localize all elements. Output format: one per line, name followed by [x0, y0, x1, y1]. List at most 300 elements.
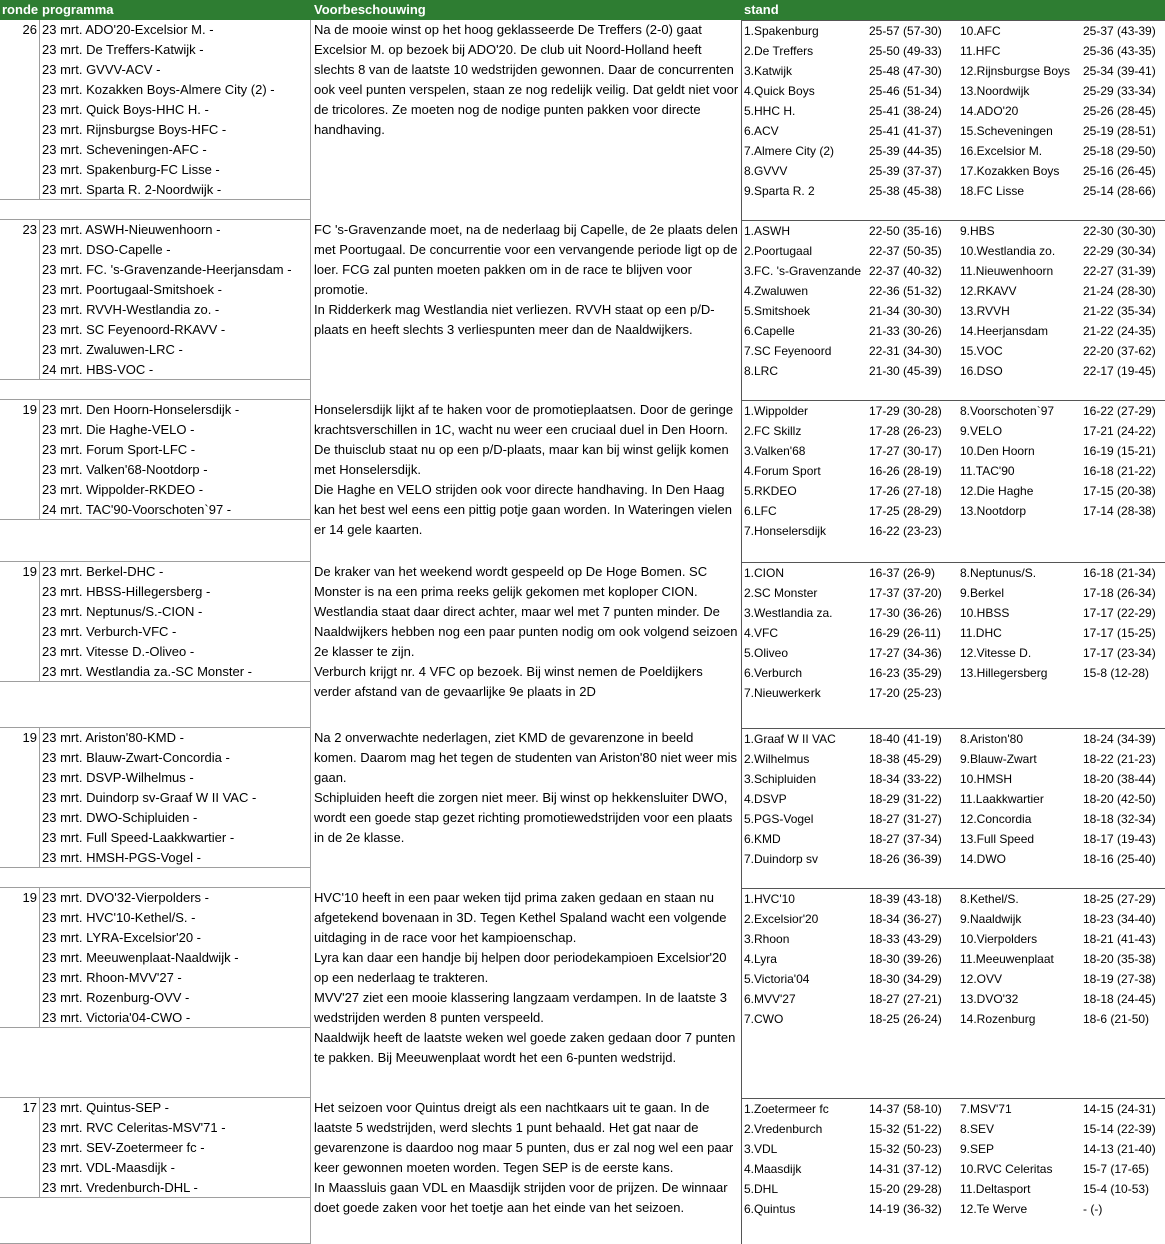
team-score: 18-34 (33-22) [869, 772, 942, 786]
team-name: 10.HBSS [960, 606, 1010, 620]
team-name: 9.Naaldwijk [960, 912, 1022, 926]
stand-row [742, 341, 1165, 361]
stand-table [741, 728, 1165, 888]
team-score: 17-15 (20-38) [1083, 484, 1156, 498]
header-ronde: ronde [2, 2, 39, 17]
match-item: 23 mrt. Zwaluwen-LRC - [42, 342, 183, 357]
team-score: 18-30 (39-26) [869, 952, 942, 966]
stand-row [742, 141, 1165, 161]
team-name: 7.Nieuwerkerk [744, 686, 821, 700]
team-score: 18-20 (35-38) [1083, 952, 1156, 966]
team-name: 13.RVVH [960, 304, 1010, 318]
match-item: 23 mrt. Den Hoorn-Honselersdijk - [42, 402, 240, 417]
match-item: 23 mrt. Verburch-VFC - [42, 624, 177, 639]
team-score: 25-41 (41-37) [869, 124, 942, 138]
team-score: 16-26 (28-19) [869, 464, 942, 478]
voorbeschouwing-text [311, 1098, 741, 1244]
team-name: 2.Excelsior'20 [744, 912, 819, 926]
programma-list [40, 400, 311, 520]
team-score: 14-13 (21-40) [1083, 1142, 1156, 1156]
team-name: 9.Berkel [960, 586, 1005, 600]
stand-row [742, 461, 1165, 481]
team-score: 16-37 (26-9) [869, 566, 936, 580]
stand-row [742, 683, 1165, 703]
team-score: 15-20 (29-28) [869, 1182, 942, 1196]
team-score: 15-32 (51-22) [869, 1122, 942, 1136]
match-item: 23 mrt. DSVP-Wilhelmus - [42, 770, 194, 785]
team-score: 17-17 (23-34) [1083, 646, 1156, 660]
team-score: 18-39 (43-18) [869, 892, 942, 906]
stand-row [742, 401, 1165, 421]
match-item: 24 mrt. TAC'90-Voorschoten`97 - [42, 502, 232, 517]
round-block [0, 1098, 1165, 1244]
spacer-cell [0, 200, 311, 220]
team-name: 3.VDL [744, 1142, 778, 1156]
stand-row [742, 729, 1165, 749]
stand-row [742, 969, 1165, 989]
team-name: 3.Katwijk [744, 64, 793, 78]
team-score: 16-29 (26-11) [869, 626, 941, 640]
team-name: 14.Heerjansdam [960, 324, 1049, 338]
team-name: 7.MSV'71 [960, 1102, 1012, 1116]
team-score: 22-30 (30-30) [1083, 224, 1156, 238]
team-score: 15-8 (12-28) [1083, 666, 1150, 680]
team-name: 16.DSO [960, 364, 1003, 378]
stand-row [742, 1199, 1165, 1219]
team-score: 16-22 (27-29) [1083, 404, 1156, 418]
team-name: 12.OVV [960, 972, 1003, 986]
stand-row [742, 849, 1165, 869]
team-score: 15-32 (50-23) [869, 1142, 942, 1156]
team-name: 11.Meeuwenplaat [960, 952, 1054, 966]
team-name: 2.De Treffers [744, 44, 814, 58]
team-score: 25-39 (44-35) [869, 144, 942, 158]
team-score: 18-25 (26-24) [869, 1012, 942, 1026]
team-score: 18-33 (43-29) [869, 932, 942, 946]
stand-row [742, 281, 1165, 301]
team-name: 5.Victoria'04 [744, 972, 810, 986]
match-item: 23 mrt. DVO'32-Vierpolders - [42, 890, 209, 905]
header-stand: stand [744, 2, 779, 17]
team-name: 15.Scheveningen [960, 124, 1053, 138]
team-name: 12.Vitesse D. [960, 646, 1032, 660]
team-score: 18-20 (42-50) [1083, 792, 1156, 806]
ronde-number: 17 [0, 1098, 40, 1198]
preview-paragraph: Het seizoen voor Quintus dreigt als een nachtkaars uit te gaan. In de laatste 5 wedstrijden, werd slechts 1 punt behaald. Het gat naar de gevarenzone is daardoo nog maar 5 punten, dus er zal nog wel een paar keer gewonnen moeten worden. Tegen SEP is de eerste kans. [314, 1100, 734, 1175]
team-name: 3.Westlandia za. [744, 606, 833, 620]
spacer-cell [0, 1198, 311, 1244]
stand-row [742, 21, 1165, 41]
match-item: 23 mrt. Rozenburg-OVV - [42, 990, 190, 1005]
stand-row [742, 521, 1165, 541]
team-score: 25-19 (28-51) [1083, 124, 1156, 138]
programma-list [40, 1098, 311, 1198]
spacer-cell [0, 868, 311, 888]
ronde-number: 19 [0, 562, 40, 682]
team-name: 8.Neptunus/S. [960, 566, 1037, 580]
stand-row [742, 361, 1165, 381]
preview-paragraph: De kraker van het weekend wordt gespeeld op De Hoge Bomen. SC Monster is na een prima reeks gelijk gekomen met koploper CION. Westlandia staat daar direct achter, maar wel met 7 punten minder. De Naaldwijkers hebben nog een paar punten nodig om ook volgend seizoen 2e klasser te zijn. [314, 564, 738, 659]
team-score: 22-29 (30-34) [1083, 244, 1156, 258]
preview-paragraph: Lyra kan daar een handje bij helpen door periodekampioen Excelsior'20 op een nederlaag te trakteren. [314, 950, 727, 985]
team-score: 16-18 (21-34) [1083, 566, 1156, 580]
match-item: 23 mrt. Meeuwenplaat-Naaldwijk - [42, 950, 239, 965]
stand-row [742, 81, 1165, 101]
preview-paragraph: FC 's-Gravenzande moet, na de nederlaag bij Capelle, de 2e plaats delen met Poortugaal. De concurrentie voor een vervangende periode ligt op de loer. FCG zal punten moeten pakken om in de race te blijven voor promotie. [314, 222, 738, 297]
stand-row [742, 603, 1165, 623]
team-score: 18-25 (27-29) [1083, 892, 1156, 906]
team-score: 25-48 (47-30) [869, 64, 942, 78]
stand-row [742, 929, 1165, 949]
team-name: 12.Rijnsburgse Boys [960, 64, 1071, 78]
programma-list [40, 220, 311, 380]
team-score: 25-50 (49-33) [869, 44, 942, 58]
stand-row [742, 441, 1165, 461]
round-block [0, 20, 1165, 220]
match-item: 23 mrt. HMSH-PGS-Vogel - [42, 850, 201, 865]
team-name: 5.Oliveo [744, 646, 789, 660]
stand-row [742, 61, 1165, 81]
team-name: 3.Rhoon [744, 932, 790, 946]
team-score: 21-22 (24-35) [1083, 324, 1156, 338]
spacer-cell [0, 1028, 311, 1098]
team-name: 7.Almere City (2) [744, 144, 835, 158]
match-item: 23 mrt. SEV-Zoetermeer fc - [42, 1140, 205, 1155]
match-item: 23 mrt. RVC Celeritas-MSV'71 - [42, 1120, 226, 1135]
match-item: 23 mrt. Ariston'80-KMD - [42, 730, 184, 745]
preview-paragraph: Naaldwijk heeft de laatste weken wel goede zaken gedaan door 7 punten te pakken. Bij Meeuwenplaat wordt het een 6-punten wedstrijd. [314, 1030, 736, 1065]
team-name: 2.FC Skillz [744, 424, 802, 438]
team-score: 21-33 (30-26) [869, 324, 942, 338]
team-name: 1.Graaf W II VAC [744, 732, 836, 746]
team-name: 12.Te Werve [960, 1202, 1028, 1216]
team-name: 15.VOC [960, 344, 1003, 358]
match-item: 23 mrt. DSO-Capelle - [42, 242, 171, 257]
match-item: 23 mrt. Berkel-DHC - [42, 564, 164, 579]
ronde-number: 19 [0, 400, 40, 520]
team-name: 14.ADO'20 [960, 104, 1019, 118]
team-score: 14-15 (24-31) [1083, 1102, 1156, 1116]
preview-paragraph: MVV'27 ziet een mooie klassering langzaam verdampen. In de laatste 3 wedstrijden werden 8 punten verspeeld. [314, 990, 727, 1025]
programma-list [40, 562, 311, 682]
match-item: 23 mrt. Rhoon-MVV'27 - [42, 970, 182, 985]
round-block [0, 562, 1165, 728]
match-item: 23 mrt. Duindorp sv-Graaf W II VAC - [42, 790, 257, 805]
team-name: 12.RKAVV [960, 284, 1017, 298]
ronde-number: 23 [0, 220, 40, 380]
stand-row [742, 769, 1165, 789]
team-score: 17-27 (34-36) [869, 646, 942, 660]
team-score: 17-26 (27-18) [869, 484, 942, 498]
voorbeschouwing-text [311, 400, 741, 562]
team-score: 25-26 (28-45) [1083, 104, 1156, 118]
team-name: 6.ACV [744, 124, 779, 138]
stand-row [742, 1159, 1165, 1179]
match-item: 23 mrt. Sparta R. 2-Noordwijk - [42, 182, 222, 197]
match-item: 23 mrt. Quick Boys-HHC H. - [42, 102, 209, 117]
match-item: 23 mrt. FC. 's-Gravenzande-Heerjansdam - [42, 262, 292, 277]
team-name: 8.Kethel/S. [960, 892, 1019, 906]
round-block [0, 728, 1165, 888]
match-item: 23 mrt. Vredenburch-DHL - [42, 1180, 198, 1195]
stand-row [742, 1179, 1165, 1199]
team-score: 14-37 (58-10) [869, 1102, 942, 1116]
team-name: 9.VELO [960, 424, 1003, 438]
team-name: 14.Rozenburg [960, 1012, 1036, 1026]
match-item: 23 mrt. Rijnsburgse Boys-HFC - [42, 122, 227, 137]
team-score: 25-46 (51-34) [869, 84, 942, 98]
team-score: 25-39 (37-37) [869, 164, 942, 178]
team-score: 22-50 (35-16) [869, 224, 942, 238]
team-name: 9.HBS [960, 224, 995, 238]
round-block [0, 220, 1165, 400]
stand-table [741, 20, 1165, 220]
team-name: 6.MVV'27 [744, 992, 796, 1006]
team-name: 6.KMD [744, 832, 781, 846]
preview-paragraph: Honselersdijk lijkt af te haken voor de promotieplaatsen. Door de geringe krachtsverschillen in 1C, wacht nu weer een cruciaal duel in Den Hoorn. De thuisclub staat nu op een p/D-plaats, maar kan bij winst gelijk komen met Honselersdijk. [314, 402, 734, 477]
team-name: 12.Concordia [960, 812, 1032, 826]
programma-list [40, 888, 311, 1028]
stand-row [742, 749, 1165, 769]
team-name: 4.Forum Sport [744, 464, 821, 478]
stand-table [741, 562, 1165, 728]
team-name: 7.CWO [744, 1012, 784, 1026]
preview-paragraph: Na 2 onverwachte nederlagen, ziet KMD de gevarenzone in beeld komen. Daarom mag het tegen de studenten van Ariston'80 niet weer mis gaan. [314, 730, 738, 785]
team-name: 7.Honselersdijk [744, 524, 827, 538]
team-name: 5.PGS-Vogel [744, 812, 814, 826]
stand-row [742, 1099, 1165, 1119]
match-item: 23 mrt. Blauw-Zwart-Concordia - [42, 750, 230, 765]
ronde-number: 19 [0, 888, 40, 1028]
team-name: 1.CION [744, 566, 785, 580]
team-score: 25-16 (26-45) [1083, 164, 1156, 178]
team-name: 2.Wilhelmus [744, 752, 810, 766]
team-score: 18-17 (19-43) [1083, 832, 1156, 846]
team-name: 4.Quick Boys [744, 84, 815, 98]
round-block [0, 888, 1165, 1098]
team-name: 5.RKDEO [744, 484, 797, 498]
team-score: 22-20 (37-62) [1083, 344, 1156, 358]
team-score: 17-25 (28-29) [869, 504, 942, 518]
header-programma: programma [42, 2, 114, 17]
team-score: 17-17 (15-25) [1083, 626, 1156, 640]
team-name: 5.DHL [744, 1182, 779, 1196]
team-name: 11.HFC [960, 44, 1001, 58]
stand-row [742, 949, 1165, 969]
team-score: 18-19 (27-38) [1083, 972, 1156, 986]
team-name: 10.HMSH [960, 772, 1013, 786]
stand-row [742, 161, 1165, 181]
match-item: 23 mrt. Full Speed-Laakkwartier - [42, 830, 235, 845]
programma-list [40, 728, 311, 868]
team-name: 2.Poortugaal [744, 244, 813, 258]
team-name: 4.Zwaluwen [744, 284, 809, 298]
preview-paragraph: Schipluiden heeft die zorgen niet meer. Bij winst op hekkensluiter DWO, wordt een goede stap gezet richting promotiewedstrijden voor een plaats in de 2e klasse. [314, 790, 733, 845]
match-item: 23 mrt. Poortugaal-Smitshoek - [42, 282, 222, 297]
team-name: 7.SC Feyenoord [744, 344, 832, 358]
ronde-number: 26 [0, 20, 40, 200]
team-score: 25-41 (38-24) [869, 104, 942, 118]
match-item: 23 mrt. Kozakken Boys-Almere City (2) - [42, 82, 275, 97]
team-name: 6.LFC [744, 504, 777, 518]
team-name: 3.Valken'68 [744, 444, 806, 458]
team-name: 2.SC Monster [744, 586, 818, 600]
team-score: 25-37 (43-39) [1083, 24, 1156, 38]
team-score: 17-30 (36-26) [869, 606, 942, 620]
team-score: 18-40 (41-19) [869, 732, 942, 746]
team-score: 18-27 (27-21) [869, 992, 942, 1006]
team-score: 17-27 (30-17) [869, 444, 942, 458]
team-name: 16.Excelsior M. [960, 144, 1043, 158]
preview-paragraph: Verburch krijgt nr. 4 VFC op bezoek. Bij winst nemen de Poeldijkers verder afstand van de gevaarlijke 9e plaats in 2D [314, 664, 703, 699]
preview-paragraph: Die Haghe en VELO strijden ook voor directe handhaving. In Den Haag kan het best wel eens een pittig potje gaan worden. In Wateringen vielen er 14 gele kaarten. [314, 482, 732, 537]
team-score: 16-18 (21-22) [1083, 464, 1156, 478]
team-score: 25-14 (28-66) [1083, 184, 1156, 198]
stand-row [742, 1139, 1165, 1159]
team-name: 6.Verburch [744, 666, 803, 680]
stand-row [742, 301, 1165, 321]
programma-list [40, 20, 311, 200]
team-name: 13.Full Speed [960, 832, 1035, 846]
team-score: 18-18 (32-34) [1083, 812, 1156, 826]
team-name: 5.Smitshoek [744, 304, 811, 318]
stand-table [741, 1098, 1165, 1244]
match-item: 23 mrt. DWO-Schipluiden - [42, 810, 198, 825]
team-score: 17-29 (30-28) [869, 404, 942, 418]
team-name: 2.Vredenburch [744, 1122, 823, 1136]
team-score: 21-34 (30-30) [869, 304, 942, 318]
team-score: 16-19 (15-21) [1083, 444, 1156, 458]
team-score: 17-21 (24-22) [1083, 424, 1156, 438]
voorbeschouwing-text [311, 888, 741, 1098]
match-item: 23 mrt. De Treffers-Katwijk - [42, 42, 204, 57]
team-name: 6.Quintus [744, 1202, 796, 1216]
stand-row [742, 989, 1165, 1009]
team-score: 18-18 (24-45) [1083, 992, 1156, 1006]
team-name: 18.FC Lisse [960, 184, 1025, 198]
spacer-cell [0, 682, 311, 728]
stand-row [742, 909, 1165, 929]
match-item: 23 mrt. RVVH-Westlandia zo. - [42, 302, 220, 317]
team-score: 21-22 (35-34) [1083, 304, 1156, 318]
spacer-cell [0, 380, 311, 400]
team-score: 22-31 (34-30) [869, 344, 942, 358]
team-name: 13.Nootdorp [960, 504, 1027, 518]
team-score: 22-17 (19-45) [1083, 364, 1156, 378]
team-name: 4.VFC [744, 626, 779, 640]
team-name: 10.Westlandia zo. [960, 244, 1056, 258]
header-voorbeschouwing: Voorbeschouwing [314, 2, 426, 17]
stand-row [742, 1009, 1165, 1029]
team-name: 10.AFC [960, 24, 1001, 38]
stand-row [742, 261, 1165, 281]
team-score: 17-17 (22-29) [1083, 606, 1156, 620]
team-score: - (-) [1083, 1202, 1103, 1216]
match-item: 23 mrt. Quintus-SEP - [42, 1100, 169, 1115]
stand-row [742, 829, 1165, 849]
stand-row [742, 241, 1165, 261]
team-name: 8.LRC [744, 364, 779, 378]
team-score: 17-14 (28-38) [1083, 504, 1156, 518]
match-item: 23 mrt. SC Feyenoord-RKAVV - [42, 322, 226, 337]
match-item: 23 mrt. LYRA-Excelsior'20 - [42, 930, 202, 945]
stand-row [742, 101, 1165, 121]
team-name: 8.Ariston'80 [960, 732, 1023, 746]
team-score: 25-29 (33-34) [1083, 84, 1156, 98]
match-item: 23 mrt. VDL-Maasdijk - [42, 1160, 175, 1175]
stand-table [741, 220, 1165, 400]
team-score: 22-37 (50-35) [869, 244, 942, 258]
match-item: 23 mrt. Wippolder-RKDEO - [42, 482, 204, 497]
match-item: 23 mrt. Forum Sport-LFC - [42, 442, 196, 457]
team-score: 18-23 (34-40) [1083, 912, 1156, 926]
voorbeschouwing-text [311, 562, 741, 728]
match-item: 23 mrt. ADO'20-Excelsior M. - [42, 22, 214, 37]
stand-row [742, 623, 1165, 643]
team-score: 18-24 (34-39) [1083, 732, 1156, 746]
preview-paragraph: HVC'10 heeft in een paar weken tijd prima zaken gedaan en staan nu afgetekend bovenaan in 3D. Tegen Kethel Spaland wacht een volgende uitdaging in de race voor het kampioenschap. [314, 890, 727, 945]
stand-row [742, 789, 1165, 809]
preview-paragraph: In Maassluis gaan VDL en Maasdijk strijden voor de prijzen. De winnaar doet goede zaken voor het toetje aan het einde van het seizoen. [314, 1180, 728, 1215]
team-score: 25-38 (45-38) [869, 184, 942, 198]
stand-row [742, 643, 1165, 663]
stand-table [741, 888, 1165, 1098]
ronde-number: 19 [0, 728, 40, 868]
team-score: 21-24 (28-30) [1083, 284, 1156, 298]
team-score: 15-14 (22-39) [1083, 1122, 1156, 1136]
team-score: 18-16 (25-40) [1083, 852, 1156, 866]
team-name: 9.Sparta R. 2 [744, 184, 815, 198]
team-name: 4.Maasdijk [744, 1162, 802, 1176]
spacer-cell [0, 520, 311, 562]
match-item: 24 mrt. HBS-VOC - [42, 362, 154, 377]
team-name: 1.Wippolder [744, 404, 809, 418]
stand-row [742, 889, 1165, 909]
team-name: 1.ASWH [744, 224, 791, 238]
team-score: 21-30 (45-39) [869, 364, 942, 378]
team-name: 10.Vierpolders [960, 932, 1038, 946]
team-score: 18-34 (36-27) [869, 912, 942, 926]
stand-row [742, 1119, 1165, 1139]
team-score: 17-18 (26-34) [1083, 586, 1156, 600]
team-name: 11.DHC [960, 626, 1002, 640]
match-item: 23 mrt. HBSS-Hillegersberg - [42, 584, 211, 599]
team-score: 15-7 (17-65) [1083, 1162, 1150, 1176]
match-item: 23 mrt. Scheveningen-AFC - [42, 142, 207, 157]
match-item: 23 mrt. Die Haghe-VELO - [42, 422, 195, 437]
stand-row [742, 481, 1165, 501]
match-item: 23 mrt. Vitesse D.-Oliveo - [42, 644, 195, 659]
team-score: 25-57 (57-30) [869, 24, 942, 38]
team-score: 18-26 (36-39) [869, 852, 942, 866]
team-score: 18-29 (31-22) [869, 792, 942, 806]
stand-row [742, 563, 1165, 583]
team-score: 18-6 (21-50) [1083, 1012, 1150, 1026]
stand-row [742, 421, 1165, 441]
stand-row [742, 321, 1165, 341]
team-score: 18-30 (34-29) [869, 972, 942, 986]
team-score: 18-20 (38-44) [1083, 772, 1156, 786]
team-name: 8.Voorschoten`97 [960, 404, 1055, 418]
team-score: 16-23 (35-29) [869, 666, 942, 680]
team-name: 14.DWO [960, 852, 1007, 866]
stand-row [742, 583, 1165, 603]
team-score: 16-22 (23-23) [869, 524, 942, 538]
team-name: 11.Laakkwartier [960, 792, 1044, 806]
team-name: 13.DVO'32 [960, 992, 1019, 1006]
match-item: 23 mrt. HVC'10-Kethel/S. - [42, 910, 196, 925]
team-name: 12.Die Haghe [960, 484, 1034, 498]
